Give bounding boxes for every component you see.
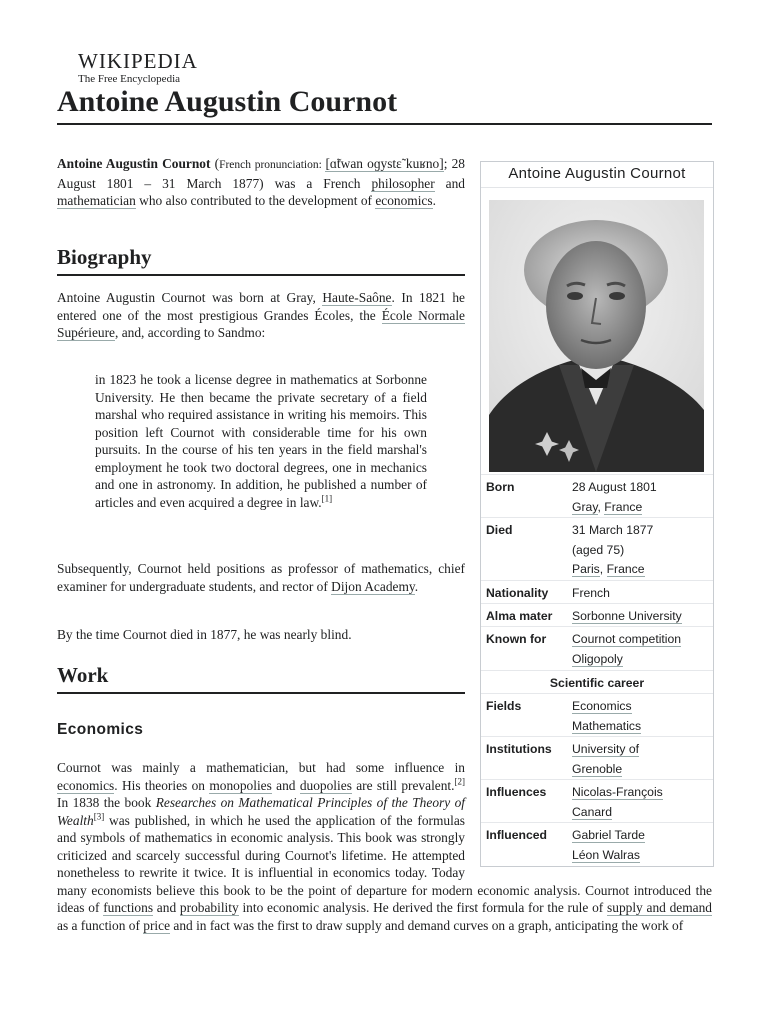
mathematician-link[interactable]: mathematician	[57, 193, 136, 208]
paris-link[interactable]: Paris	[572, 562, 600, 576]
born-date: 28 August 1801	[572, 480, 657, 494]
dijon-academy-link[interactable]: Dijon Academy	[331, 578, 415, 594]
university-grenoble-link-line1[interactable]: University of	[572, 742, 640, 756]
scientific-career-heading: Scientific career	[481, 670, 713, 694]
biography-paragraph-2: Subsequently, Cournot held positions as professor of mathematics, chief examiner for undergraduate students, and rector of Dijon Academy.	[57, 561, 465, 594]
known-for-label: Known for	[486, 632, 547, 646]
probability-link[interactable]: probability	[179, 900, 239, 915]
page-title: Antoine Augustin Cournot	[57, 84, 712, 125]
pronunciation-label: French pronunciation:	[219, 159, 326, 171]
biography-paragraph-1: Antoine Augustin Cournot was born at Gray, Haute-Saône. In 1821 he entered one of the most prestigious Grandes Écoles, the École Normale Supérieure, and, according to Sandmo:	[57, 290, 465, 340]
oligopoly-link[interactable]: Oligopoly	[572, 651, 623, 666]
economics-paragraph-part1: Cournot was mainly a mathematician, but had some influence in economics. His theories on monopolies and duopolies are still prevalent.[2] In 1838 the book Researches on Mathematical Principles of the Theory of Wealth[3] was published, in which he used the application of the formulas and symbols of mathematics in economic analysis. This book was strongly criticized and scarcely successful during Cournot's lifetime. He attempted nonetheless to rewrite it twice. It is influential in economics today. Today many economists believe this book to be the point of departure for modern economic analysis. Cournot introduced the ideas of functions and probability into economic analysis. He derived the first formula for the rule of supply and demand as a function of price and in fact was the first to draw supply and demand curves on a graph, anticipating the work of	[57, 760, 712, 933]
nationality-label: Nationality	[486, 586, 549, 600]
infobox	[480, 161, 714, 867]
biography-paragraph-3: By the time Cournot died in 1877, he was nearly blind.	[57, 627, 352, 642]
university-grenoble-link-line2[interactable]: Grenoble	[572, 761, 623, 776]
sorbonne-link[interactable]: Sorbonne University	[572, 609, 682, 623]
infobox-row-died: Died 31 March 1877 (aged 75) Paris, France	[481, 517, 713, 580]
canard-link-line2[interactable]: Canard	[572, 804, 612, 819]
france-link-2[interactable]: France	[606, 562, 645, 576]
mathematics-field-link[interactable]: Mathematics	[572, 718, 642, 733]
economics-link[interactable]: economics	[375, 193, 433, 208]
monopolies-link[interactable]: monopolies	[209, 777, 272, 793]
biography-heading: Biography	[57, 244, 465, 276]
cournot-competition-link[interactable]: Cournot competition	[572, 632, 682, 646]
haute-saone-link[interactable]: Haute-Saône	[322, 290, 392, 305]
ref-1[interactable]: [1]	[321, 493, 333, 504]
infobox-row-institutions	[481, 736, 713, 780]
infobox-row-influenced	[481, 822, 713, 866]
infobox-row-born: Born 28 August 1801 Gray, France	[481, 474, 713, 517]
ref-2[interactable]: [2]	[454, 776, 465, 787]
gray-link[interactable]: Gray	[572, 499, 598, 514]
infobox-title: Antoine Augustin Cournot	[481, 162, 713, 188]
economics-link-2[interactable]: economics	[57, 777, 115, 793]
sandmo-quote: in 1823 he took a license degree in mathematics at Sorbonne University. He then became the private secretary of a field marshal who required assistance in writing his memoirs. This position left Cournot with considerable time for his own pursuits. In the course of his ten years in the field marshal's employment he took two doctoral degrees, one in mechanics and one in astronomy. In addition, he published a number of articles and even acquired a degree in law.[1]	[95, 372, 427, 510]
france-link[interactable]: France	[604, 499, 643, 514]
portrait-photo[interactable]	[489, 200, 704, 472]
died-label: Died	[486, 523, 513, 537]
intro-paragraph: Antoine Augustin Cournot (French pronunciation: [ɑ̃twan oɡystɛ̃ kuʁno]; 28 August 1801 – 31 March 1877) was a French philosopher and mathematician who also contributed to the development of economics.	[57, 156, 465, 208]
functions-link[interactable]: functions	[103, 900, 154, 915]
economics-text-continued: was published, in which he used the application of the formulas and symbols of mathematics in economic analysis. This book was strongly criticized and scarcely successful during Cournot's lifetime. He attempted nonetheless to rewrite it twice. It is influential in economics today. Today many economists believe this book to be the point of departure for modern economic analysis. Cournot introduced the ideas of	[57, 812, 712, 915]
ref-3[interactable]: [3]	[93, 811, 105, 822]
economics-field-link[interactable]: Economics	[572, 699, 632, 713]
nationality-value: French	[572, 586, 610, 600]
infobox-row-influences	[481, 779, 713, 823]
supply-demand-link[interactable]: supply and demand	[607, 900, 712, 915]
leon-walras-link[interactable]: Léon Walras	[572, 847, 640, 862]
born-label: Born	[486, 480, 515, 494]
wikipedia-logo[interactable]	[78, 50, 198, 85]
subject-name: Antoine Augustin Cournot	[57, 156, 211, 171]
ipa-link[interactable]: [ɑ̃twan oɡystɛ̃ kuʁno]	[325, 156, 444, 171]
price-link[interactable]: price	[143, 917, 171, 933]
economics-subheading: Economics	[57, 721, 144, 738]
infobox-row-fields	[481, 693, 713, 737]
infobox-row-nationality	[481, 580, 713, 604]
infobox-row-known-for	[481, 626, 713, 670]
infobox-row-alma-mater	[481, 603, 713, 627]
portrait-icon	[489, 200, 704, 472]
book-title: Researches on Mathematical Principles of the Theory of Wealth	[57, 795, 465, 828]
died-date: 31 March 1877	[572, 523, 654, 537]
duopolies-link[interactable]: duopolies	[299, 777, 352, 793]
philosopher-link[interactable]: philosopher	[371, 175, 435, 191]
canard-link-line1[interactable]: Nicolas-François	[572, 785, 663, 799]
institutions-label: Institutions	[486, 742, 552, 756]
logo-wordmark: WIKIPEDIA	[78, 49, 198, 73]
influenced-label: Influenced	[486, 828, 547, 842]
logo-tagline: The Free Encyclopedia	[78, 73, 181, 85]
ecole-normale-link[interactable]: École Normale Supérieure	[57, 307, 465, 340]
fields-label: Fields	[486, 699, 522, 713]
died-age: (aged 75)	[572, 542, 625, 557]
influences-label: Influences	[486, 785, 547, 799]
alma-mater-label: Alma mater	[486, 609, 553, 623]
work-heading: Work	[57, 662, 465, 694]
gabriel-tarde-link[interactable]: Gabriel Tarde	[572, 828, 645, 842]
